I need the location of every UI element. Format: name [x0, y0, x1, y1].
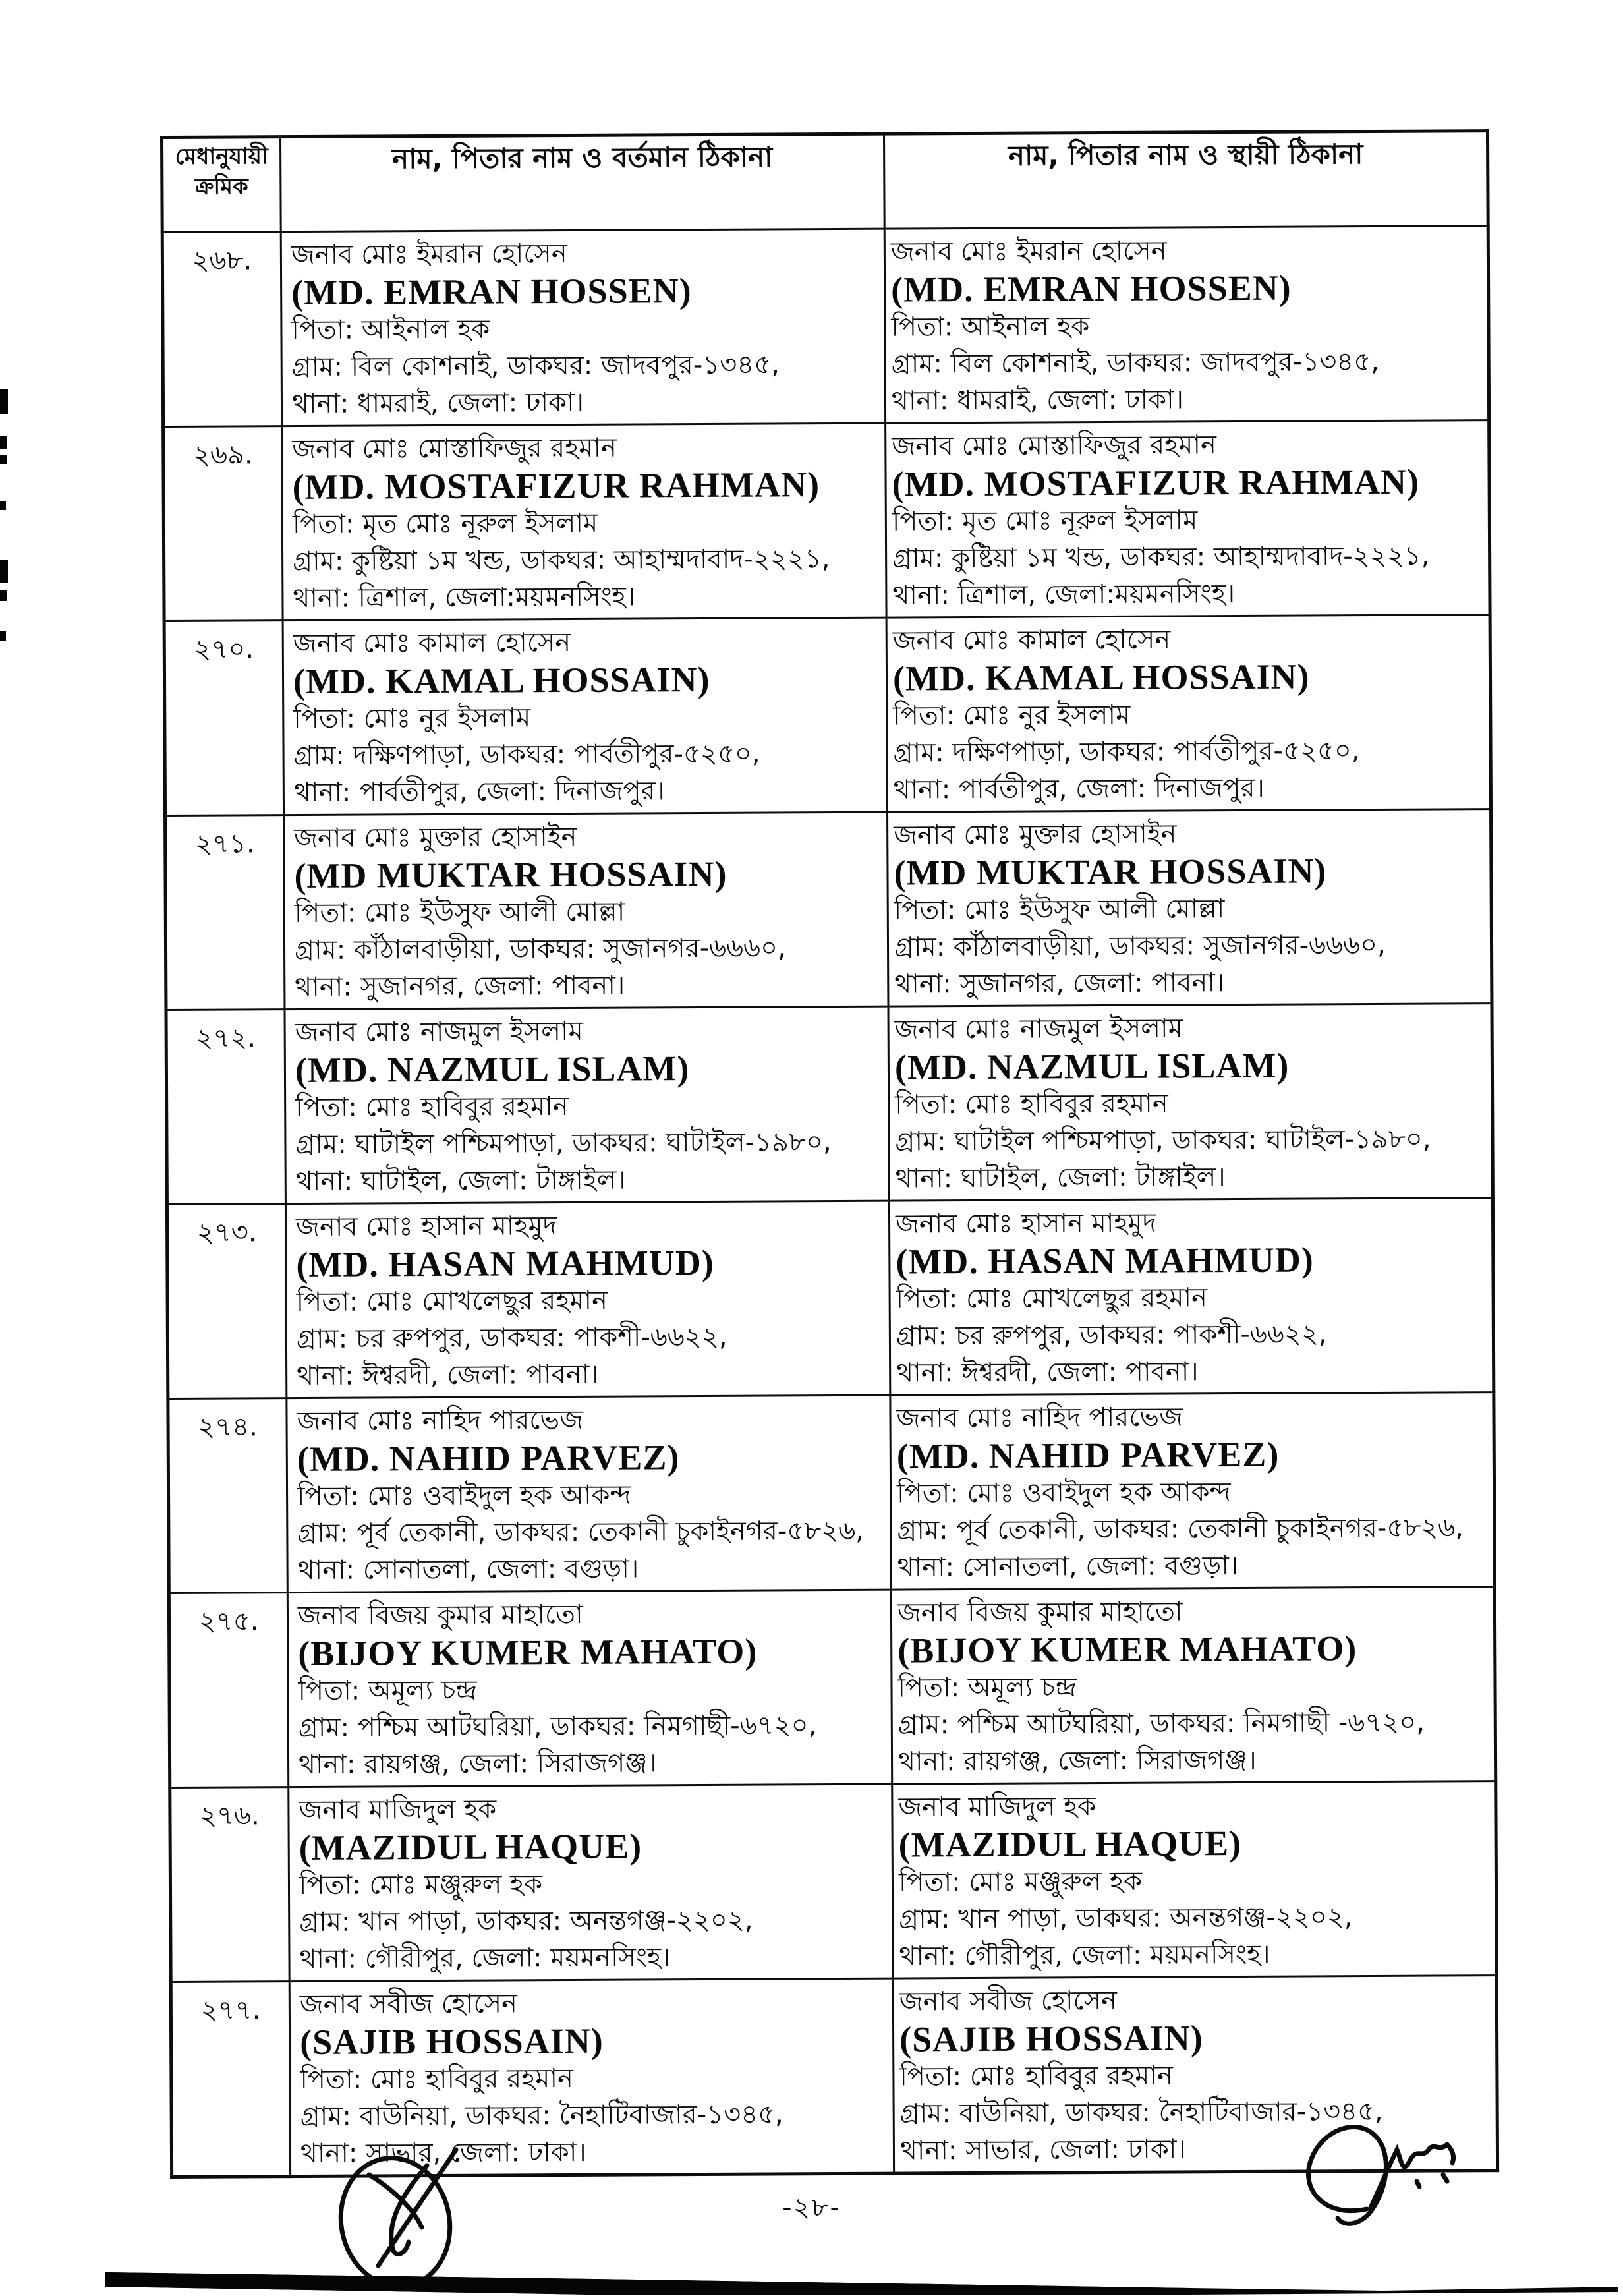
- name-en: (MAZIDUL HAQUE): [898, 1823, 1242, 1865]
- present-address-cell: [283, 617, 887, 815]
- thana-district-line: থানা: ধামরাই, জেলা: ঢাকা।: [891, 384, 1184, 416]
- present-address-cell: [287, 1590, 892, 1787]
- thana-district-line: থানা: পার্বতীপুর, জেলা: দিনাজপুর।: [893, 772, 1265, 805]
- present-address-cell: [284, 812, 888, 1009]
- village-postoffice-line: গ্রাম: কাঁঠালবাড়ীয়া, ডাকঘর: সুজানগর-৬৬৬০,: [294, 933, 786, 966]
- father-line: পিতা: মোঃ হাবিবুর রহমান: [300, 2063, 574, 2095]
- permanent-address-cell: [890, 1392, 1495, 1590]
- village-postoffice-line: গ্রাম: পূর্ব তেকানী, ডাকঘর: তেকানী চুকাইনগর-৫৮২৬,: [297, 1515, 865, 1549]
- name-en: (BIJOY KUMER MAHATO): [897, 1628, 1357, 1671]
- father-line: পিতা: মোঃ মোখলেছুর রহমান: [896, 1282, 1208, 1315]
- village-postoffice-line: গ্রাম: খান পাড়া, ডাকঘর: অনন্তগঞ্জ-২২০২,: [299, 1905, 753, 1937]
- name-bn: জনাব মোঃ কামাল হোসেন: [892, 624, 1171, 656]
- name-bn: জনাব মাজিদুল হক: [898, 1791, 1096, 1823]
- father-line: পিতা: মোঃ ওবাইদুল হক আকন্দ: [297, 1479, 631, 1512]
- village-postoffice-line: গ্রাম: কাঁঠালবাড়ীয়া, ডাকঘর: সুজানগর-৬৬৬০,: [894, 929, 1386, 963]
- serial-number: ২৭৭.: [200, 1995, 261, 2026]
- village-postoffice-line: গ্রাম: দক্ষিণপাড়া, ডাকঘর: পার্বতীপুর-৫২৫০,: [293, 738, 760, 772]
- father-line: পিতা: মোঃ মোখলেছুর রহমান: [296, 1285, 608, 1318]
- father-line: পিতা: মোঃ হাবিবুর রহমান: [295, 1091, 569, 1124]
- father-line: পিতা: মৃত মোঃ নূরুল ইসলাম: [892, 505, 1198, 537]
- thana-district-line: থানা: গৌরীপুর, জেলা: ময়মনসিংহ।: [899, 1939, 1270, 1972]
- merit-list-table-container: [160, 129, 1496, 2179]
- name-en: (MD. NAHID PARVEZ): [896, 1434, 1280, 1476]
- permanent-address-cell: [886, 615, 1491, 812]
- present-address-cell: [289, 1978, 894, 2176]
- permanent-address-cell: [892, 1781, 1496, 1978]
- thana-district-line: থানা: সাভার, জেলা: ঢাকা।: [300, 2137, 586, 2169]
- thana-district-line: থানা: ঘাটাইল, জেলা: টাঙ্গাইল।: [895, 1162, 1226, 1194]
- serial-cell: [169, 1593, 288, 1788]
- serial-number: ২৭৫.: [198, 1606, 259, 1637]
- father-line: পিতা: মোঃ হাবিবুর রহমান: [895, 1088, 1168, 1120]
- father-line: পিতা: মোঃ ইউসুফ আলী মোল্লা: [894, 894, 1225, 926]
- name-bn: জনাব বিজয় কুমার মাহাতো: [297, 1599, 583, 1632]
- table-row: [167, 1198, 1493, 1399]
- thana-district-line: থানা: সোনাতলা, জেলা: বগুড়া।: [297, 1553, 639, 1586]
- name-bn: জনাব মোঃ মোস্তাফিজুর রহমান: [892, 430, 1217, 462]
- table-row: [162, 226, 1489, 427]
- table-row: [166, 1004, 1493, 1205]
- name-bn: জনাব সবীজ হোসেন: [299, 1988, 518, 2020]
- thana-district-line: থানা: সাভার, জেলা: ঢাকা।: [899, 2134, 1186, 2166]
- thana-district-line: থানা: ঈশ্বরদী, জেলা: পাবনা।: [896, 1356, 1199, 1389]
- village-postoffice-line: গ্রাম: চর রুপপুর, ডাকঘর: পাকশী-৬৬২২,: [896, 1319, 1327, 1352]
- village-postoffice-line: গ্রাম: বাউনিয়া, ডাকঘর: নৈহাটিবাজার-১৩৪৫,: [899, 2096, 1383, 2129]
- thana-district-line: থানা: ত্রিশাল, জেলা:ময়মনসিংহ।: [293, 581, 636, 614]
- present-address-cell: [285, 1201, 890, 1398]
- present-address-cell: [282, 423, 886, 620]
- present-address-cell: [281, 229, 885, 426]
- name-bn: জনাব সবীজ হোসেন: [899, 1985, 1118, 2017]
- thana-district-line: থানা: ঈশ্বরদী, জেলা: পাবনা।: [297, 1359, 599, 1392]
- thana-district-line: থানা: সুজানগর, জেলা: পাবনা।: [894, 967, 1225, 1000]
- name-en: (SAJIB HOSSAIN): [299, 2021, 604, 2062]
- thana-district-line: থানা: রায়গঞ্জ, জেলা: সিরাজগঞ্জ।: [897, 1744, 1257, 1777]
- serial-number: ২৭৩.: [196, 1217, 257, 1248]
- permanent-address-cell: [884, 226, 1489, 423]
- father-line: পিতা: মোঃ মঞ্জুরুল হক: [898, 1866, 1143, 1898]
- thana-district-line: থানা: রায়গঞ্জ, জেলা: সিরাজগঞ্জ।: [298, 1748, 657, 1781]
- father-line: পিতা: মোঃ নুর ইসলাম: [293, 703, 531, 735]
- serial-number: ২৭১.: [194, 828, 255, 859]
- thana-district-line: থানা: ঘাটাইল, জেলা: টাঙ্গাইল।: [295, 1164, 626, 1197]
- father-line: পিতা: মৃত মোঃ নূরুল ইসলাম: [292, 507, 598, 540]
- name-bn: জনাব মোঃ ইমরান হোসেন: [890, 235, 1167, 268]
- permanent-address-cell: [886, 420, 1490, 617]
- serial-cell: [170, 1787, 289, 1982]
- thana-district-line: থানা: সুজানগর, জেলা: পাবনা।: [295, 970, 625, 1003]
- table-row: [170, 1781, 1496, 1982]
- name-bn: জনাব মোঃ মুক্তার হোসাইন: [294, 821, 577, 854]
- name-bn: জনাব মোঃ হাসান মাহমুদ: [295, 1211, 557, 1243]
- name-en: (MD MUKTAR HOSSAIN): [894, 851, 1327, 893]
- thana-district-line: থানা: গৌরীপুর, জেলা: ময়মনসিংহ।: [299, 1942, 671, 1974]
- serial-cell: [168, 1398, 287, 1593]
- name-bn: জনাব মোঃ নাজমুল ইসলাম: [295, 1016, 583, 1048]
- page-number: -২৮-: [782, 2193, 841, 2223]
- father-line: পিতা: অমূল্য চন্দ্র: [897, 1672, 1077, 1704]
- father-line: পিতা: আইনাল হক: [891, 311, 1090, 343]
- thana-district-line: থানা: ত্রিশাল, জেলা:ময়মনসিংহ।: [892, 579, 1236, 611]
- name-en: (MD. NAHID PARVEZ): [297, 1437, 680, 1479]
- serial-number: ২৭৬.: [199, 1800, 260, 1831]
- header-present-address: নাম, পিতার নাম ও বর্তমান ঠিকানা: [281, 134, 885, 231]
- serial-cell: [162, 232, 281, 427]
- name-en: (MD. MOSTAFIZUR RAHMAN): [892, 461, 1420, 504]
- serial-number: ২৭৪.: [198, 1412, 258, 1443]
- table-row: [163, 420, 1490, 621]
- scan-edge-marks: [0, 389, 8, 641]
- name-bn: জনাব মোঃ নাহিদ পারভেজ: [896, 1402, 1183, 1434]
- village-postoffice-line: গ্রাম: বাউনিয়া, ডাকঘর: নৈহাটিবাজার-১৩৪৫,: [300, 2099, 783, 2132]
- name-en: (SAJIB HOSSAIN): [899, 2018, 1203, 2059]
- name-en: (MD. NAZMUL ISLAM): [295, 1048, 690, 1091]
- header-serial: মেধানুযায়ী ক্রমিক: [162, 137, 281, 233]
- permanent-address-cell: [889, 1198, 1493, 1395]
- father-line: পিতা: মোঃ ইউসুফ আলী মোল্লা: [294, 896, 625, 929]
- serial-cell: [165, 815, 285, 1010]
- serial-number: ২৭২.: [196, 1023, 256, 1054]
- name-en: (MD MUKTAR HOSSAIN): [294, 853, 727, 896]
- name-en: (MD. EMRAN HOSSEN): [891, 268, 1292, 310]
- name-bn: জনাব মাজিদুল হক: [299, 1794, 497, 1826]
- village-postoffice-line: গ্রাম: খান পাড়া, ডাকঘর: অনন্তগঞ্জ-২২০২,: [899, 1902, 1353, 1935]
- father-line: পিতা: মোঃ হাবিবুর রহমান: [899, 2060, 1173, 2092]
- village-postoffice-line: গ্রাম: পশ্চিম আটঘরিয়া, ডাকঘর: নিমগাছী-৬৭২০,: [298, 1710, 817, 1744]
- name-bn: জনাব মোঃ মোস্তাফিজুর রহমান: [292, 432, 617, 465]
- name-en: (MD. MOSTAFIZUR RAHMAN): [292, 465, 820, 507]
- name-en: (MD. NAZMUL ISLAM): [894, 1045, 1290, 1087]
- serial-cell: [163, 426, 283, 621]
- serial-cell: [166, 1010, 285, 1205]
- serial-number: ২৬৯.: [192, 440, 253, 471]
- thana-district-line: থানা: ধামরাই, জেলা: ঢাকা।: [291, 387, 584, 420]
- name-bn: জনাব মোঃ কামাল হোসেন: [293, 627, 571, 660]
- table-row: [171, 1976, 1497, 2177]
- father-line: পিতা: মোঃ নুর ইসলাম: [893, 699, 1131, 732]
- serial-cell: [171, 1982, 290, 2177]
- name-bn: জনাব মোঃ মুক্তার হোসাইন: [894, 818, 1177, 851]
- serial-number: ২৭০.: [194, 634, 254, 665]
- permanent-address-cell: [891, 1587, 1495, 1784]
- present-address-cell: [287, 1395, 891, 1592]
- name-en: (MD. HASAN MAHMUD): [896, 1240, 1314, 1282]
- name-bn: জনাব বিজয় কুমার মাহাতো: [897, 1596, 1183, 1628]
- village-postoffice-line: গ্রাম: বিল কোশনাই, ডাকঘর: জাদবপুর-১৩৪৫,: [891, 346, 1379, 380]
- permanent-address-cell: [893, 1976, 1497, 2173]
- permanent-address-cell: [888, 1004, 1493, 1201]
- father-line: পিতা: মোঃ ওবাইদুল হক আকন্দ: [896, 1477, 1231, 1509]
- table-row: [164, 615, 1491, 816]
- village-postoffice-line: গ্রাম: বিল কোশনাই, ডাকঘর: জাদবপুর-১৩৪৫,: [291, 349, 780, 383]
- permanent-address-cell: [888, 809, 1492, 1006]
- name-bn: জনাব মোঃ হাসান মাহমুদ: [895, 1207, 1156, 1240]
- village-postoffice-line: গ্রাম: পূর্ব তেকানী, ডাকঘর: তেকানী চুকাইনগর-৫৮২৬,: [897, 1512, 1464, 1546]
- village-postoffice-line: গ্রাম: কুষ্টিয়া ১ম খন্ড, ডাকঘর: আহাম্মদাবাদ-২২২১,: [892, 540, 1430, 574]
- father-line: পিতা: অমূল্য চন্দ্র: [298, 1675, 477, 1707]
- village-postoffice-line: গ্রাম: কুষ্টিয়া ১ম খন্ড, ডাকঘর: আহাম্মদাবাদ-২২২১,: [293, 544, 830, 577]
- scan-black-strip: [105, 2272, 1618, 2295]
- present-address-cell: [289, 1784, 893, 1981]
- village-postoffice-line: গ্রাম: দক্ষিণপাড়া, ডাকঘর: পার্বতীপুর-৫২৫০,: [893, 735, 1360, 768]
- header-permanent-address: নাম, পিতার নাম ও স্থায়ী ঠিকানা: [884, 131, 1488, 229]
- merit-list-table: [160, 129, 1499, 2179]
- present-address-cell: [285, 1006, 889, 1203]
- village-postoffice-line: গ্রাম: ঘাটাইল পশ্চিমপাড়া, ডাকঘর: ঘাটাইল-১৯৮০,: [295, 1127, 832, 1161]
- village-postoffice-line: গ্রাম: চর রুপপুর, ডাকঘর: পাকশী-৬৬২২,: [296, 1321, 727, 1355]
- name-en: (MAZIDUL HAQUE): [299, 1826, 642, 1868]
- header-row: [162, 131, 1489, 233]
- serial-number: ২৬৮.: [192, 245, 252, 276]
- name-en: (MD. EMRAN HOSSEN): [291, 271, 692, 313]
- serial-cell: [167, 1204, 286, 1399]
- name-en: (BIJOY KUMER MAHATO): [298, 1631, 758, 1674]
- serial-cell: [164, 621, 283, 816]
- table-row: [169, 1587, 1495, 1788]
- name-bn: জনাব মোঃ নাহিদ পারভেজ: [297, 1404, 584, 1437]
- name-en: (MD. KAMAL HOSSAIN): [892, 656, 1310, 699]
- name-bn: জনাব মোঃ নাজমুল ইসলাম: [894, 1013, 1183, 1045]
- thana-district-line: থানা: সোনাতলা, জেলা: বগুড়া।: [897, 1551, 1239, 1583]
- thana-district-line: থানা: পার্বতীপুর, জেলা: দিনাজপুর।: [293, 776, 665, 809]
- name-en: (MD. HASAN MAHMUD): [296, 1242, 714, 1285]
- name-en: (MD. KAMAL HOSSAIN): [293, 659, 710, 702]
- name-bn: জনাব মোঃ ইমরান হোসেন: [291, 238, 567, 271]
- father-line: পিতা: আইনাল হক: [291, 314, 490, 346]
- village-postoffice-line: গ্রাম: পশ্চিম আটঘরিয়া, ডাকঘর: নিমগাছী -৬৭২০,: [897, 1707, 1425, 1740]
- table-row: [168, 1392, 1495, 1593]
- father-line: পিতা: মোঃ মঞ্জুরুল হক: [299, 1869, 543, 1901]
- table-row: [165, 809, 1492, 1010]
- village-postoffice-line: গ্রাম: ঘাটাইল পশ্চিমপাড়া, ডাকঘর: ঘাটাইল-১৯৮০,: [895, 1124, 1431, 1157]
